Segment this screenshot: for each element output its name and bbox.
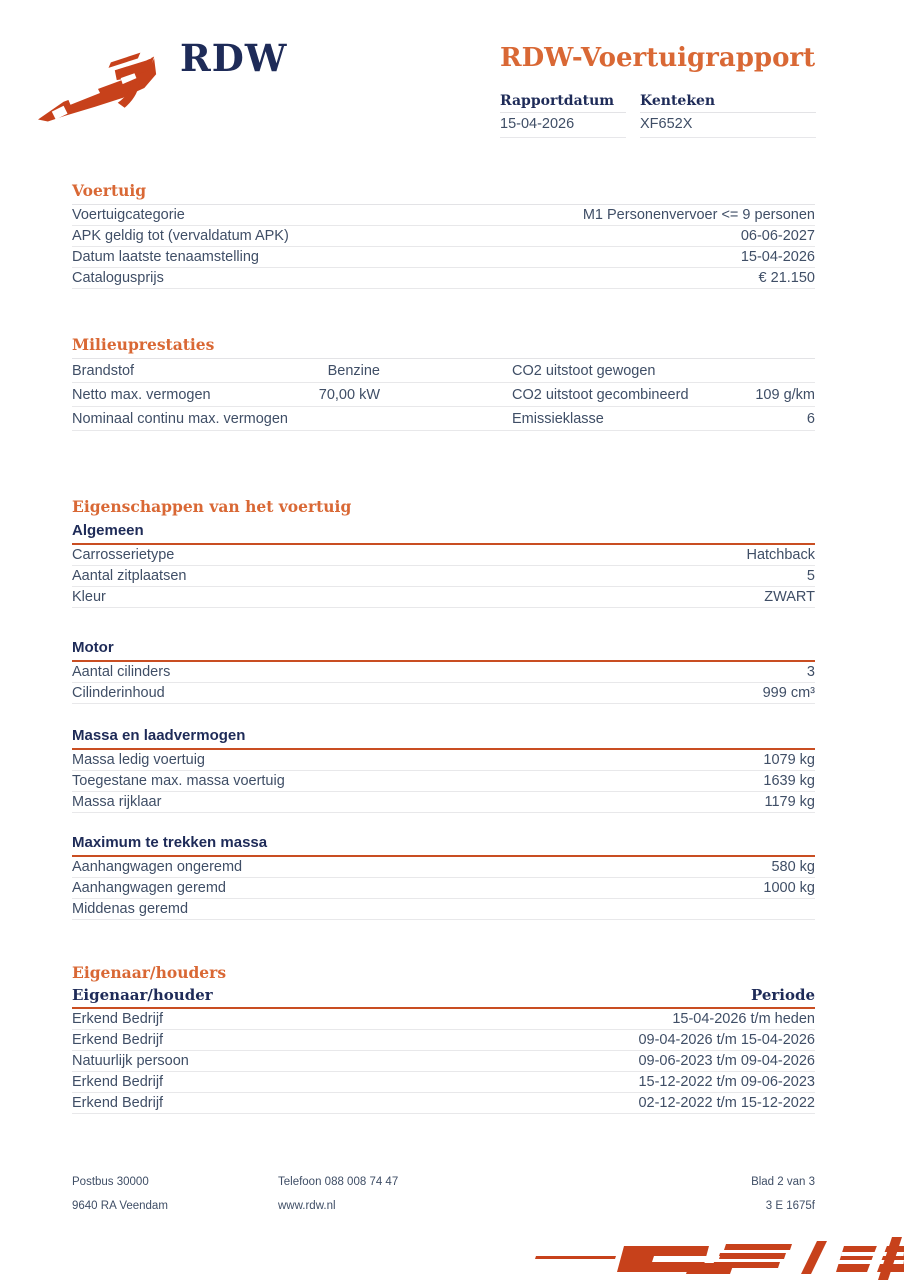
speed-lines-graphic [520, 1225, 904, 1280]
footer-phone: Telefoon 088 008 74 47 [278, 1176, 399, 1188]
table-row [72, 205, 815, 226]
footer-address-line1: Postbus 30000 [72, 1176, 149, 1188]
table-row [72, 683, 815, 704]
table-row [72, 566, 815, 587]
row-label-left: Brandstof [72, 362, 135, 379]
row-value: 1079 kg [763, 752, 815, 768]
subsection-maximum-trekken-massa [72, 834, 815, 920]
row-label: Massa rijklaar [72, 794, 162, 810]
table-row [72, 407, 815, 431]
row-value: 1179 kg [764, 794, 815, 810]
report-date-value: 15-04-2026 [500, 113, 626, 138]
row-label: Carrosserietype [72, 547, 175, 563]
row-value: 3 [806, 664, 815, 680]
license-plate-column [640, 93, 816, 138]
row-label: Aantal zitplaatsen [72, 568, 187, 584]
section-eigenaar-houders [72, 963, 815, 1114]
table-row [72, 792, 815, 813]
table-row [72, 1072, 815, 1093]
row-label: Aantal cilinders [72, 664, 171, 680]
row-label: Kleur [72, 589, 106, 605]
column-header-period: Periode [750, 986, 815, 1004]
row-label: Middenas geremd [72, 901, 189, 917]
owner-name: Erkend Bedrijf [72, 1074, 164, 1090]
table-row [72, 587, 815, 608]
page-title: RDW-Voertuigrapport [500, 43, 816, 73]
table-row [72, 1051, 815, 1072]
row-value-left: 70,00 kW [318, 386, 380, 403]
report-meta [500, 93, 830, 138]
row-value: Hatchback [746, 547, 815, 563]
row-label: Aanhangwagen geremd [72, 880, 226, 896]
table-row [72, 662, 815, 683]
section-title-voertuig: Voertuig [72, 181, 815, 205]
section-title-eigenschappen: Eigenschappen van het voertuig [72, 497, 352, 516]
owner-table-header [72, 986, 815, 1009]
row-label-left: Netto max. vermogen [72, 386, 211, 403]
table-row [72, 1009, 815, 1030]
owner-period: 15-04-2026 t/m heden [672, 1011, 815, 1027]
table-row [72, 268, 815, 289]
section-title-milieuprestaties: Milieuprestaties [72, 335, 815, 359]
column-header-owner: Eigenaar/houder [72, 986, 213, 1004]
report-date-column [500, 93, 626, 138]
row-label: Massa ledig voertuig [72, 752, 205, 768]
row-label: Voertuigcategorie [72, 207, 185, 223]
row-value: 580 kg [771, 859, 815, 875]
table-row [72, 1030, 815, 1051]
license-plate-value: XF652X [640, 113, 816, 138]
row-value: 1000 kg [763, 880, 815, 896]
table-row [72, 899, 815, 920]
owner-period: 09-04-2026 t/m 15-04-2026 [638, 1032, 815, 1048]
row-label: Datum laatste tenaamstelling [72, 249, 259, 265]
row-value: 999 cm³ [762, 685, 815, 701]
row-value: 06-06-2027 [740, 228, 815, 244]
table-row [72, 1093, 815, 1114]
table-row [72, 226, 815, 247]
rdw-feather-icon [38, 48, 164, 130]
row-value-right: 109 g/km [755, 386, 815, 403]
rdw-logo [38, 34, 287, 130]
owner-name: Erkend Bedrijf [72, 1011, 164, 1027]
row-value: 5 [806, 568, 815, 584]
footer-website: www.rdw.nl [278, 1200, 336, 1212]
row-value: M1 Personenvervoer <= 9 personen [582, 207, 815, 223]
owner-period: 02-12-2022 t/m 15-12-2022 [638, 1095, 815, 1111]
table-row [72, 878, 815, 899]
row-label-right: Emissieklasse [512, 410, 604, 427]
table-row [72, 857, 815, 878]
owner-period: 09-06-2023 t/m 09-04-2026 [638, 1053, 815, 1069]
row-value: 1639 kg [763, 773, 815, 789]
table-row [72, 750, 815, 771]
subsection-motor [72, 639, 815, 704]
row-value-right: 6 [806, 410, 815, 427]
row-label: Cilinderinhoud [72, 685, 165, 701]
table-row [72, 545, 815, 566]
row-label: Toegestane max. massa voertuig [72, 773, 285, 789]
owner-name: Erkend Bedrijf [72, 1095, 164, 1111]
row-label-left: Nominaal continu max. vermogen [72, 410, 288, 427]
table-row [72, 247, 815, 268]
owner-name: Erkend Bedrijf [72, 1032, 164, 1048]
row-label: APK geldig tot (vervaldatum APK) [72, 228, 289, 244]
report-date-label: Rapportdatum [500, 93, 626, 113]
section-title-eigenaar: Eigenaar/houders [72, 963, 227, 982]
footer-page-indicator: Blad 2 van 3 [751, 1176, 815, 1188]
table-row [72, 383, 815, 407]
table-row [72, 359, 815, 383]
report-body [72, 181, 815, 1114]
subsection-title-algemeen: Algemeen [72, 522, 815, 545]
subsection-title-trekken: Maximum te trekken massa [72, 834, 815, 857]
row-value-left: Benzine [327, 362, 380, 379]
license-plate-label: Kenteken [640, 93, 816, 113]
subsection-title-motor: Motor [72, 639, 815, 662]
report-header [500, 44, 830, 138]
subsection-algemeen [72, 522, 815, 608]
subsection-massa-laadvermogen [72, 727, 815, 813]
footer-address-line2: 9640 RA Veendam [72, 1200, 168, 1212]
owner-period: 15-12-2022 t/m 09-06-2023 [638, 1074, 815, 1090]
table-row [72, 771, 815, 792]
row-label-right: CO2 uitstoot gecombineerd [512, 386, 689, 403]
owner-name: Natuurlijk persoon [72, 1053, 189, 1069]
section-milieuprestaties [72, 335, 815, 431]
page-footer [72, 1170, 815, 1218]
row-label-right: CO2 uitstoot gewogen [512, 362, 656, 379]
rdw-logo-text: RDW [180, 36, 288, 80]
row-value: € 21.150 [758, 270, 815, 286]
row-label: Catalogusprijs [72, 270, 164, 286]
footer-doc-code: 3 E 1675f [765, 1200, 815, 1212]
row-label: Aanhangwagen ongeremd [72, 859, 243, 875]
section-voertuig [72, 181, 815, 289]
section-eigenschappen [72, 497, 815, 920]
row-value: 15-04-2026 [740, 249, 815, 265]
subsection-title-massa: Massa en laadvermogen [72, 727, 815, 750]
row-value: ZWART [764, 589, 815, 605]
